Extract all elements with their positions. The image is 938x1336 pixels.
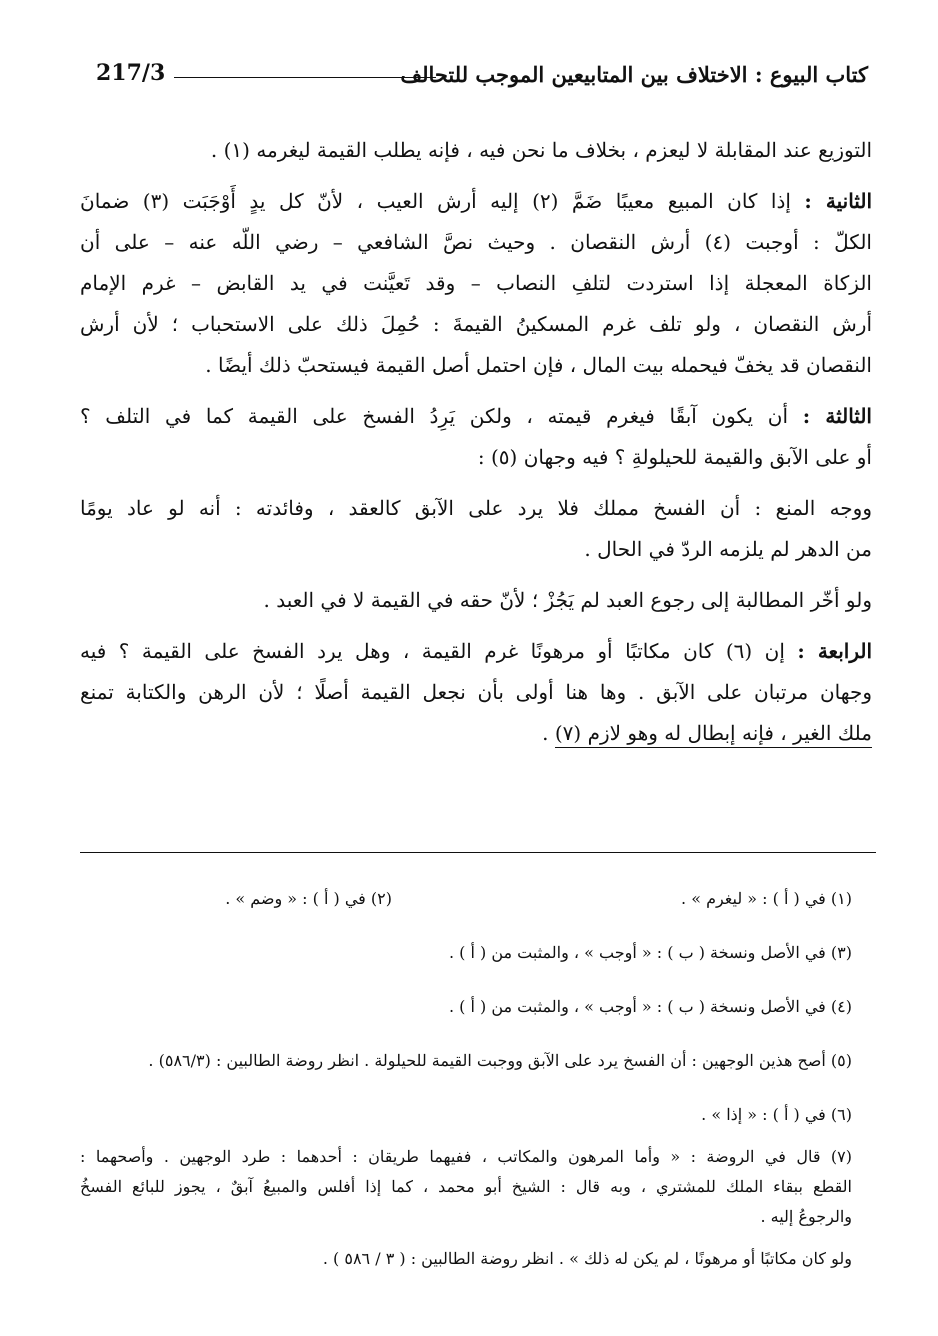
text-line: الكلّ : أوجبت (٤) أرش النقصان . وحيث نصَّ الشافعي – رضي اللّه عنه – على أن	[80, 230, 872, 254]
text-line: الزكاة المعجلة إذا استردت لتلفِ النصاب – وقد تَعيَّنت في يد القابض – غرم الإمام	[80, 271, 872, 295]
footnote-7-line-3: والرجوعُ إليه .	[760, 1207, 852, 1226]
text-span: .	[542, 721, 555, 745]
text-line: ووجه المنع : أن الفسخ مملك فلا يرد على الآبق كالعقد ، وفائدته : أنه لو عاد يومًا	[80, 496, 872, 520]
footnote-separator	[80, 852, 876, 853]
text-line	[80, 396, 872, 437]
text-line	[80, 713, 872, 754]
footnote-7-line-2: القطع ببقاء الملك للمشتري ، وبه قال : الشيخ أبو محمد ، كما إذا أفلس والمبيعُ آبقٌ ، يجوز للبائع الفسخُ	[80, 1177, 852, 1196]
footnotes	[80, 872, 852, 1286]
text-line: ولو أخّر المطالبة إلى رجوع العبد لم يَجُزْ ؛ لأنّ حقه في القيمة لا في العبد .	[263, 588, 872, 612]
running-header	[96, 60, 868, 100]
section-heading-fourth: الرابعة :	[797, 639, 872, 663]
text-line	[80, 631, 872, 672]
text-line: أرش النقصان ، ولو تلف غرم المسكينُ القيمةَ : حُمِلَ ذلك على الاستحباب ؛ لأن أرش	[80, 312, 872, 336]
text-line: من الدهر لم يلزمه الردّ في الحال .	[584, 537, 872, 561]
footnote-6: (٦) في ( أ ) : « إذا » .	[701, 1105, 852, 1124]
footnote-5: (٥) أصح هذين الوجهين : أن الفسخ يرد على الآبق ووجبت القيمة للحيلولة . انظر روضة الطالبين : (٥٨٦/٣) .	[148, 1051, 852, 1070]
footnote-2: (٢) في ( أ ) : « وضم » .	[225, 889, 392, 908]
footnote-row	[80, 872, 852, 926]
footnote-3: (٣) في الأصل ونسخة ( ب ) : « أوجب » ، والمثبت من ( أ ) .	[448, 943, 852, 962]
text-span: إن (٦) كان مكاتبًا أو مرهونًا غرم القيمة ، وهل يرد الفسخ على القيمة ؟ فيه	[80, 639, 798, 663]
footnote-7-line-1: (٧) قال في الروضة : « وأما المرهون والمكاتب ، ففيهما طريقان : أحدهما : طرد الوجهين . وأصحهما :	[80, 1147, 852, 1166]
text-line	[80, 181, 872, 222]
footnote-4: (٤) في الأصل ونسخة ( ب ) : « أوجب » ، والمثبت من ( أ ) .	[448, 997, 852, 1016]
text-line: النقصان قد يخفّ فيحمله بيت المال ، فإن احتمل أصل القيمة فيستحبّ ذلك أيضًا .	[205, 353, 872, 377]
text-line: التوزيع عند المقابلة لا ليعزم ، بخلاف ما نحن فيه ، فإنه يطلب القيمة ليغرمه (١) .	[210, 138, 872, 162]
text-span: إذا كان المبيع معيبًا ضَمَّ (٢) إليه أرش العيب ، لأنّ كل يدٍ أَوْجَبَت (٣) ضمانَ	[80, 189, 805, 213]
section-heading-second: الثانية :	[804, 189, 872, 213]
text-line: وجهان مرتبان على الآبق . وها هنا أولى بأن نجعل القيمة أصلًا ؛ لأن الرهن والكتابة تمنع	[80, 680, 872, 704]
page-number: 217/3	[96, 60, 166, 86]
main-text	[80, 130, 872, 754]
text-line: أو على الآبق والقيمة للحيلولةِ ؟ فيه وجهان (٥) :	[477, 445, 872, 469]
section-heading-third: الثالثة :	[802, 404, 872, 428]
footnote-7-line-4: ولو كان مكاتبًا أو مرهونًا ، لم يكن له ذلك » . انظر روضة الطالبين : ( ٣ / ٥٨٦ ) .	[322, 1249, 852, 1268]
running-title: كتاب البيوع : الاختلاف بين المتابيعين الموجب للتحالف	[400, 62, 868, 87]
text-span: أن يكون آبقًا فيغرم قيمته ، ولكن يَرِدُ الفسخ على القيمة كما في التلف ؟	[80, 404, 803, 428]
footnote-1: (١) في ( أ ) : « ليغرم » .	[681, 889, 852, 908]
header-rule	[174, 77, 436, 78]
underlined-quote: ملك الغير ، فإنه إبطال له وهو لازم (٧)	[555, 721, 872, 748]
